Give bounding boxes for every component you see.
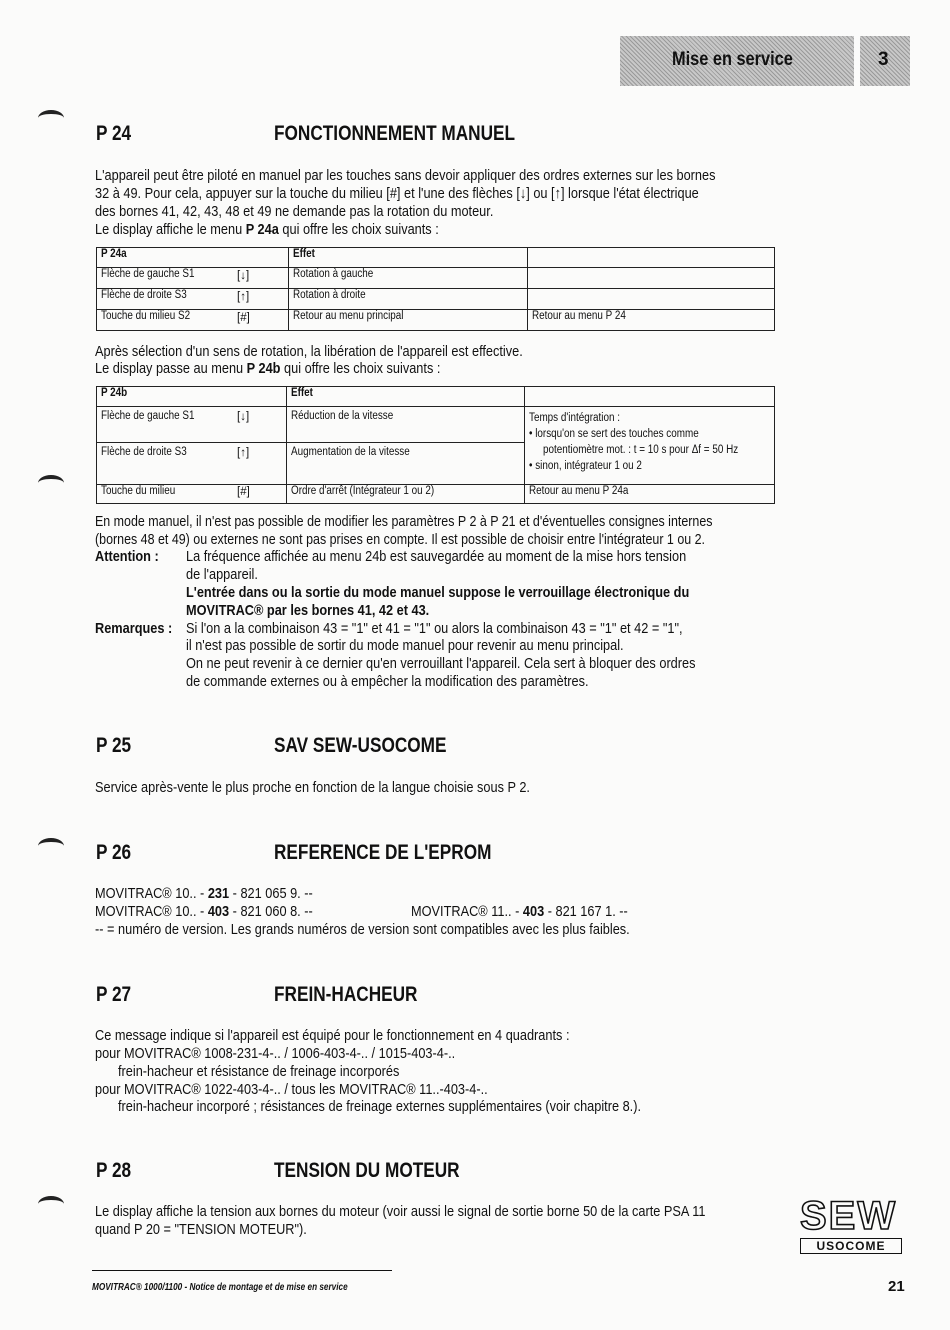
section-title-p25: SAV SEW-USOCOME bbox=[274, 734, 447, 757]
header-section-number-tab bbox=[860, 36, 910, 86]
table-row: Flèche de droite S3 [↑] Rotation à droite bbox=[97, 289, 775, 310]
paragraph-line: de commande externes ou à empêcher la modification des paramètres. bbox=[186, 673, 589, 690]
paragraph-line: pour MOVITRAC® 1022-403-4-.. / tous les MOVITRAC® 11..-403-4-.. bbox=[95, 1081, 488, 1098]
page-number: 21 bbox=[888, 1278, 905, 1295]
paragraph-line: Ce message indique si l'appareil est équipé pour le fonctionnement en 4 quadrants : bbox=[95, 1027, 570, 1044]
paragraph-line: La fréquence affichée au menu 24b est sauvegardée au moment de la mise hors tension bbox=[186, 548, 687, 565]
paragraph-line: frein-hacheur et résistance de freinage incorporés bbox=[118, 1063, 400, 1080]
section-code-p28: P 28 bbox=[96, 1159, 132, 1182]
binder-hole-mark bbox=[38, 475, 64, 491]
paragraph-line: Après sélection d'un sens de rotation, la libération de l'appareil est effective. bbox=[95, 343, 523, 360]
menu-table-p24a bbox=[96, 247, 775, 331]
paragraph-line: L'appareil peut être piloté en manuel par les touches sans devoir appliquer des ordres externes sur les bornes bbox=[95, 167, 716, 184]
footer-rule bbox=[92, 1270, 392, 1271]
section-title-p27: FREIN-HACHEUR bbox=[274, 983, 418, 1006]
sew-usocome-logo: SEW USOCOME bbox=[800, 1196, 902, 1254]
attention-label: Attention : bbox=[95, 548, 159, 565]
paragraph-line: (bornes 48 et 49) ou externes ne sont pas prises en compte. Il est possible de choisir entre l'intégrateur 1 ou 2. bbox=[95, 531, 706, 548]
paragraph-line: On ne peut revenir à ce dernier qu'en verrouillant l'appareil. Cela sert à bloquer des ordres bbox=[186, 655, 696, 672]
header-section-tab bbox=[620, 36, 854, 86]
section-code-p24: P 24 bbox=[96, 122, 132, 145]
paragraph-line: Si l'on a la combinaison 43 = "1" et 41 = "1" ou alors la combinaison 43 = "1" et 42 = "1", bbox=[186, 620, 683, 637]
section-code-p26: P 26 bbox=[96, 841, 132, 864]
eprom-reference: MOVITRAC® 10.. - 231 - 821 065 9. -- bbox=[95, 885, 313, 902]
paragraph-line: quand P 20 = "TENSION MOTEUR"). bbox=[95, 1221, 307, 1238]
table-header bbox=[525, 387, 775, 407]
section-title-p24: FONCTIONNEMENT MANUEL bbox=[274, 122, 516, 145]
table-row: Touche du milieu S2 [#] Retour au menu principal Retour au menu P 24 bbox=[97, 310, 775, 331]
paragraph-line: il n'est pas possible de sortir du mode manuel pour revenir au menu principal. bbox=[186, 637, 624, 654]
paragraph-line: Le display affiche le menu P 24a qui offre les choix suivants : bbox=[95, 221, 439, 238]
paragraph-line: Le display passe au menu P 24b qui offre les choix suivants : bbox=[95, 360, 441, 377]
table-header: Effet bbox=[286, 387, 524, 407]
integration-time-note: Temps d'intégration : • lorsqu'on se sert des touches comme potentiomètre mot. : t = 10 s pour Δf = 50 Hz • sinon, intégrateur 1 ou 2 bbox=[525, 407, 775, 485]
paragraph-line: pour MOVITRAC® 1008-231-4-.. / 1006-403-4-.. / 1015-403-4-.. bbox=[95, 1045, 456, 1062]
section-code-p25: P 25 bbox=[96, 734, 132, 757]
binder-hole-mark bbox=[38, 838, 64, 854]
section-title-p26: REFERENCE DE L'EPROM bbox=[274, 841, 492, 864]
table-header: Effet bbox=[288, 248, 528, 268]
paragraph-line: Service après-vente le plus proche en fonction de la langue choisie sous P 2. bbox=[95, 779, 530, 796]
paragraph-line: 32 à 49. Pour cela, appuyer sur la touche du milieu [#] et l'une des flèches [↓] ou [↑] lorsque l'état électrique bbox=[95, 185, 699, 202]
table-header bbox=[528, 248, 775, 268]
binder-hole-mark bbox=[38, 1196, 64, 1212]
table-header: P 24a bbox=[97, 248, 289, 268]
paragraph-line: frein-hacheur incorporé ; résistances de freinage externes supplémentaires (voir chapitre 8.). bbox=[118, 1098, 642, 1115]
table-row: Flèche de gauche S1 [↓] Réduction de la vitesse Temps d'intégration : • lorsqu'on se sert des touches comme potentiomètre mot. : t = 10 s pour Δf = 50 Hz • sinon, intégrateur 1 ou 2 bbox=[97, 407, 775, 443]
section-title-p28: TENSION DU MOTEUR bbox=[274, 1159, 460, 1182]
paragraph-line: de l'appareil. bbox=[186, 566, 258, 583]
paragraph-line-bold: MOVITRAC® par les bornes 41, 42 et 43. bbox=[186, 602, 430, 619]
eprom-reference: MOVITRAC® 10.. - 403 - 821 060 8. -- bbox=[95, 903, 313, 920]
footer-text: MOVITRAC® 1000/1100 - Notice de montage et de mise en service bbox=[92, 1282, 348, 1293]
paragraph-line: des bornes 41, 42, 43, 48 et 49 ne demande pas la rotation du moteur. bbox=[95, 203, 494, 220]
table-header: P 24b bbox=[97, 387, 287, 407]
section-code-p27: P 27 bbox=[96, 983, 132, 1006]
header-section-number: 3 bbox=[878, 49, 889, 70]
table-row: Flèche de droite S3 [↑] Augmentation de la vitesse bbox=[97, 443, 775, 485]
paragraph-line: En mode manuel, il n'est pas possible de modifier les paramètres P 2 à P 21 et d'éventuelles consignes internes bbox=[95, 513, 713, 530]
paragraph-line-bold: L'entrée dans ou la sortie du mode manuel suppose le verrouillage électronique du bbox=[186, 584, 690, 601]
table-row: Touche du milieu [#] Ordre d'arrêt (Intégrateur 1 ou 2) Retour au menu P 24a bbox=[97, 485, 775, 504]
remarques-label: Remarques : bbox=[95, 620, 173, 637]
table-row: Flèche de gauche S1 [↓] Rotation à gauche bbox=[97, 268, 775, 289]
paragraph-line: -- = numéro de version. Les grands numéros de version sont compatibles avec les plus faibles. bbox=[95, 921, 630, 938]
header-section-title: Mise en service bbox=[672, 49, 793, 70]
binder-hole-mark bbox=[38, 110, 64, 126]
eprom-reference: MOVITRAC® 11.. - 403 - 821 167 1. -- bbox=[411, 903, 628, 920]
paragraph-line: Le display affiche la tension aux bornes du moteur (voir aussi le signal de sortie borne 50 de la carte PSA 11 bbox=[95, 1203, 706, 1220]
menu-table-p24b bbox=[96, 386, 775, 504]
